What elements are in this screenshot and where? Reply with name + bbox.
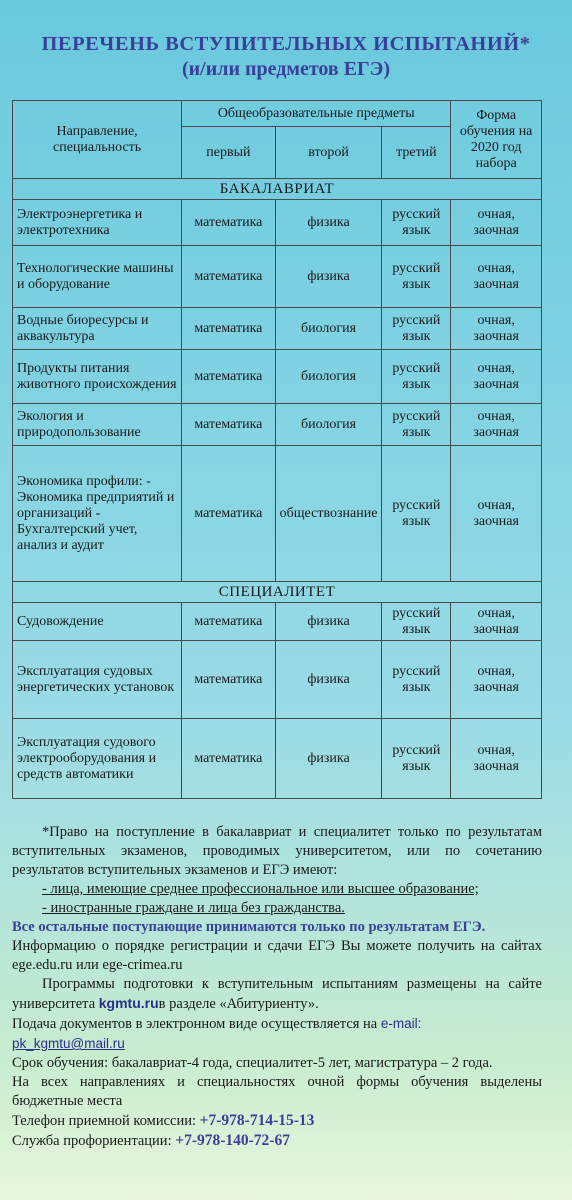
cell-direction: Эксплуатация судовых энергетических установок [13, 641, 182, 719]
phone-line-2 [12, 1131, 542, 1151]
section-row [13, 179, 542, 200]
cell-subject-third: русский язык [382, 719, 451, 799]
cell-subject-second: физика [275, 641, 382, 719]
cell-subject-third: русский язык [382, 404, 451, 446]
table-row [13, 200, 542, 246]
email-line [12, 1034, 542, 1054]
table-header-row [13, 101, 542, 127]
notes [12, 823, 542, 1151]
cell-subject-first: математика [182, 200, 276, 246]
header-form: Форма обучения на 2020 год набора [451, 101, 542, 179]
cell-subject-first: математика [182, 308, 276, 350]
cell-subject-second: физика [275, 719, 382, 799]
footnote-item-1: - лица, имеющие среднее профессиональное или высшее образование; [42, 881, 479, 897]
title-line-1: ПЕРЕЧЕНЬ ВСТУПИТЕЛЬНЫХ ИСПЫТАНИЙ* [41, 33, 531, 55]
programs-pre: Программы подготовки к вступительным испытаниям размещены на сайте университета [12, 976, 542, 1012]
terms-text: Срок обучения: бакалавриат-4 года, специалитет-5 лет, магистратура – 2 года. [12, 1055, 493, 1071]
cell-form: очная, заочная [451, 200, 542, 246]
cell-form: очная, заочная [451, 446, 542, 582]
cell-subject-second: обществознание [275, 446, 382, 582]
cell-subject-second: физика [275, 200, 382, 246]
cell-subject-first: математика [182, 446, 276, 582]
cell-subject-third: русский язык [382, 641, 451, 719]
cell-subject-second: физика [275, 603, 382, 641]
cell-subject-third: русский язык [382, 350, 451, 404]
header-subjects: Общеобразовательные предметы [182, 101, 451, 127]
cell-subject-third: русский язык [382, 246, 451, 308]
docs-pre: Подача документов в электронном виде осуществляется на [12, 1016, 381, 1032]
phone2-number[interactable]: +7-978-140-72-67 [175, 1132, 290, 1149]
exam-table [12, 100, 542, 799]
cell-form: очная, заочная [451, 719, 542, 799]
phone1-number[interactable]: +7-978-714-15-13 [199, 1112, 315, 1129]
ege-info: Информацию о порядке регистрации и сдачи ЕГЭ Вы можете получить на сайтах ege.edu.ru или ege-crimea.ru [12, 938, 542, 973]
table-row [13, 350, 542, 404]
cell-direction: Технологические машины и оборудование [13, 246, 182, 308]
cell-subject-third: русский язык [382, 200, 451, 246]
table-row [13, 446, 542, 582]
cell-direction: Продукты питания животного происхождения [13, 350, 182, 404]
docs-text [12, 1014, 542, 1034]
cell-subject-first: математика [182, 246, 276, 308]
cell-subject-first: математика [182, 404, 276, 446]
cell-subject-first: математика [182, 350, 276, 404]
table-row [13, 603, 542, 641]
cell-subject-first: математика [182, 641, 276, 719]
email-label: e-mail: [380, 1016, 422, 1031]
cell-form: очная, заочная [451, 308, 542, 350]
cell-direction: Водные биоресурсы и аквакультура [13, 308, 182, 350]
cell-direction: Эксплуатация судового электрооборудования и средств автоматики [13, 719, 182, 799]
section-title: БАКАЛАВРИАТ [13, 179, 542, 200]
table-body [13, 179, 542, 799]
section-title: СПЕЦИАЛИТЕТ [13, 582, 542, 603]
cell-subject-second: физика [275, 246, 382, 308]
cell-direction: Электроэнергетика и электротехника [13, 200, 182, 246]
email-link[interactable]: pk_kgmtu@mail.ru [12, 1036, 125, 1051]
cell-subject-first: математика [182, 603, 276, 641]
cell-subject-third: русский язык [382, 446, 451, 582]
footnote-item-2: - иностранные граждане и лица без гражданства. [42, 900, 345, 916]
cell-subject-first: математика [182, 719, 276, 799]
cell-form: очная, заочная [451, 246, 542, 308]
budget-text: На всех направлениях и специальностях очной формы обучения выделены бюджетные места [12, 1074, 542, 1109]
programs-text [12, 975, 542, 1014]
cell-form: очная, заочная [451, 404, 542, 446]
cell-form: очная, заочная [451, 641, 542, 719]
footnote: *Право на поступление в бакалавриат и специалитет только по результатам вступительных экзаменов, проводимых университетом, или по сочетанию результатов вступительных экзаменов и ЕГЭ имеют: [12, 824, 542, 878]
cell-form: очная, заочная [451, 603, 542, 641]
cell-direction: Судовождение [13, 603, 182, 641]
cell-subject-third: русский язык [382, 603, 451, 641]
phone1-label: Телефон приемной комиссии: [12, 1113, 200, 1129]
cell-subject-second: биология [275, 308, 382, 350]
header-direction: Направление, специальность [13, 101, 182, 179]
cell-direction: Экология и природопользование [13, 404, 182, 446]
header-third: третий [382, 127, 451, 179]
table-row [13, 719, 542, 799]
section-row [13, 582, 542, 603]
table-row [13, 641, 542, 719]
university-site-link[interactable]: kgmtu.ru [98, 995, 159, 1011]
ege-notice: Все остальные поступающие принимаются только по результатам ЕГЭ. [12, 919, 486, 935]
cell-direction: Экономика профили: - Экономика предприятий и организаций - Бухгалтерский учет, анализ и аудит [13, 446, 182, 582]
cell-subject-third: русский язык [382, 308, 451, 350]
title-line-2: (и/или предметов ЕГЭ) [181, 58, 391, 80]
table-row [13, 404, 542, 446]
cell-subject-second: биология [275, 404, 382, 446]
table-row [13, 308, 542, 350]
phone2-label: Служба профориентации: [12, 1133, 176, 1149]
cell-subject-second: биология [275, 350, 382, 404]
page-title [0, 32, 572, 82]
programs-post: в разделе «Абитуриенту». [158, 996, 319, 1012]
cell-form: очная, заочная [451, 350, 542, 404]
header-first: первый [182, 127, 276, 179]
header-second: второй [275, 127, 382, 179]
table-row [13, 246, 542, 308]
phone-line-1 [12, 1111, 542, 1131]
